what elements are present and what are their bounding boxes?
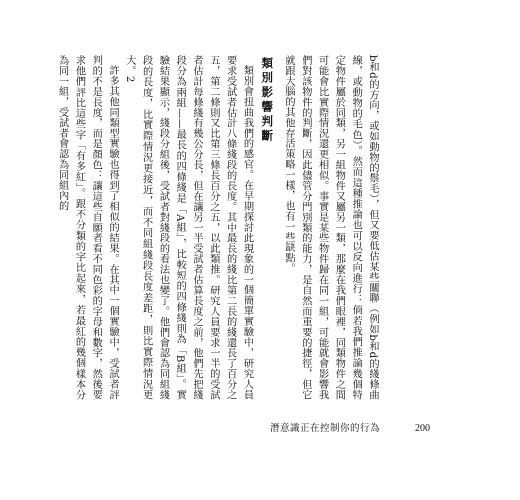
page-number: 200 bbox=[415, 423, 430, 434]
running-head: 潛意識正在控制你的行為 bbox=[270, 423, 381, 434]
body-text-column bbox=[53, 55, 380, 400]
paragraph: 許多其他同類型實驗也得到了相似的結果。在其中一個實驗中，受試者評判的不是長度，而是顏色：讓這些自願者看不同色彩的字母和數字，然後要求他們評比這些字「有多紅」。跟不分類的字比起來，若最紅的幾個樣本分為同一組，受試者會認為同組內的 bbox=[56, 55, 119, 400]
paragraph bbox=[120, 55, 254, 400]
footnote-marker: 2 bbox=[123, 75, 135, 83]
section-heading: 類別影響判斷 bbox=[260, 57, 275, 144]
paragraph-continued: b和d的方向，或如動物的鬃毛），但又要低估某些關聯（例如b和d的綫條曲線，或動物的毛色）。然而這種推論也可以反向進行：倘若我們推論幾個特定物件屬於同類，另一組物件又屬另一類，那麼在我們眼裡，同類物件之間可能會比實際情況還更相似。事實是某些物件歸在同一組，可能就會影響我們對該物件的判斷，因此儘管分門別類的能力，是自然而重要的捷徑，但它就跟大腦的其他存活策略一樣，也有一些缺點。 bbox=[283, 55, 378, 400]
paragraph-text: 類別會扭曲我們的感官。在早期探討此現象的一個簡單實驗中，研究人員要求受試者估計八條綫段的長度。其中最長的綫比第二長的綫還長了百分之五，第二條則又比第三條長百分之五，以此類推。研究人員要求一半的受試者估計每條綫有幾公分長，但在讓另一半受試者估算長度之前，他們先把綫段分為兩組——最長的四條綫是「A組」，比較短的四條綫則為「B組」。實驗結果顯示，綫段分組後，受試者對綫段的看法也變了。他們會認為同組綫段的長度，比實際情況更接近，而不同組綫段長度差距，則比實際情況更大。 bbox=[123, 55, 253, 400]
page-footer bbox=[270, 420, 430, 434]
